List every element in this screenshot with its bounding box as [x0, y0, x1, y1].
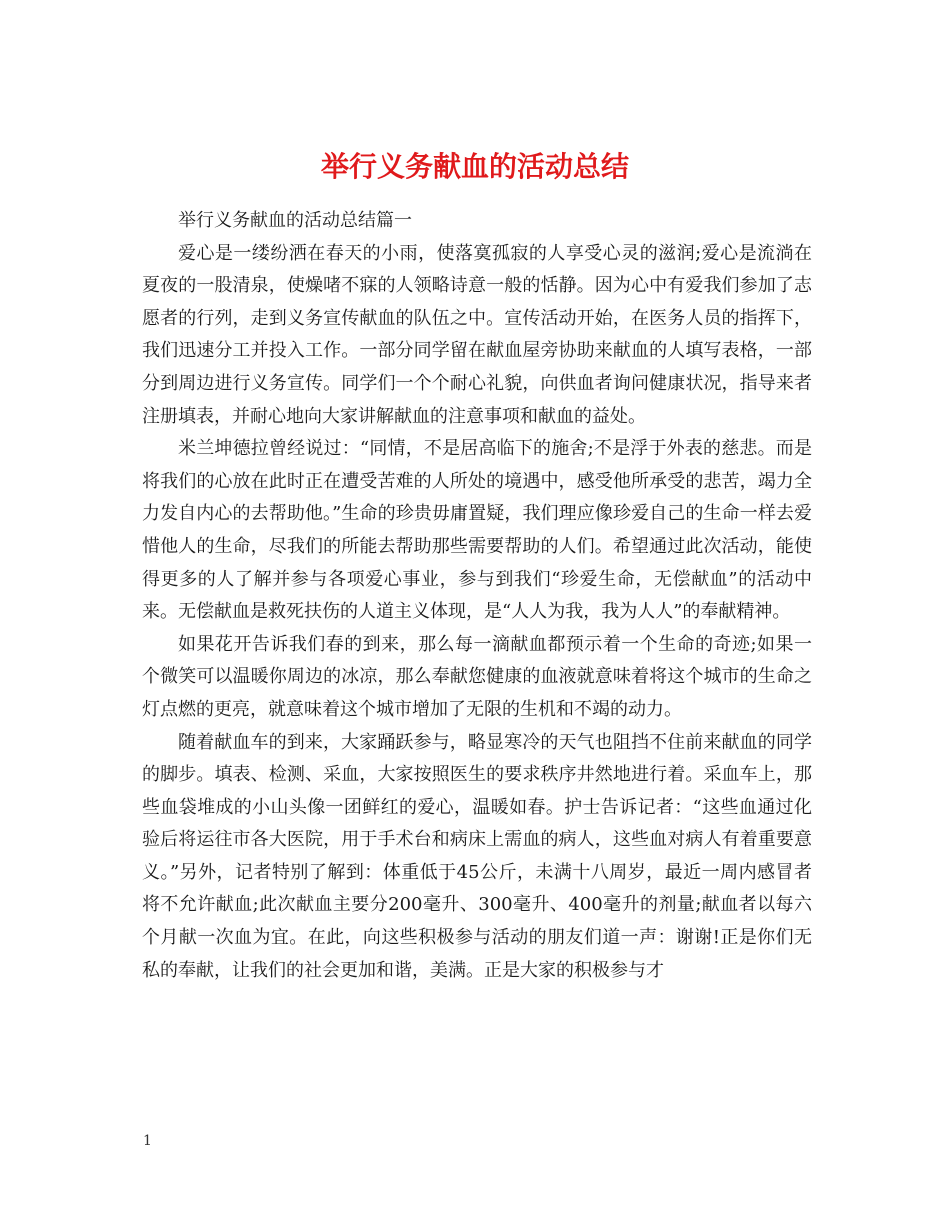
document-title: 举行义务献血的活动总结 [320, 149, 629, 183]
paragraph: 如果花开告诉我们春的到来，那么每一滴献血都预示着一个生命的奇迹;如果一个微笑可以温暖你周边的冰凉，那么奉献您健康的血液就意味着将这个城市的生命之灯点燃的更亮，就意味着这个城市增加了无限的生机和不竭的动力。 [142, 633, 812, 720]
page-number: 1 [143, 1133, 152, 1149]
paragraph: 爱心是一缕纷洒在春天的小雨，使落寞孤寂的人享受心灵的滋润;爱心是流淌在夏夜的一股清泉，使燥啫不寐的人领略诗意一般的恬静。因为心中有爱我们参加了志愿者的行列，走到义务宣传献血的队伍之中。宣传活动开始，在医务人员的指挥下，我们迅速分工并投入工作。一部分同学留在献血屋旁协助来献血的人填写表格，一部分到周边进行义务宣传。同学们一个个耐心礼貌，向供血者询问健康状况，指导来者注册填表，并耐心地向大家讲解献血的注意事项和献血的益处。 [142, 242, 812, 427]
paragraph: 米兰坤德拉曾经说过：“同情，不是居高临下的施舍;不是浮于外表的慈悲。而是将我们的心放在此时正在遭受苦难的人所处的境遇中，感受他所承受的悲苦，竭力全力发自内心的去帮助他。”生命的珍贵毋庸置疑，我们理应像珍爱自己的生命一样去爱惜他人的生命，尽我们的所能去帮助那些需要帮助的人们。希望通过此次活动，能使得更多的人了解并参与各项爱心事业，参与到我们“珍爱生命，无偿献血”的活动中来。无偿献血是救死扶伤的人道主义体现，是“人人为我，我为人人”的奉献精神。 [142, 438, 812, 623]
document-body [142, 205, 812, 987]
section-heading: 举行义务献血的活动总结篇一 [178, 210, 412, 231]
paragraph: 随着献血车的到来，大家踊跃参与，略显寒冷的天气也阻挡不住前来献血的同学的脚步。填表、检测、采血，大家按照医生的要求秩序井然地进行着。采血车上，那些血袋堆成的小山头像一团鲜红的爱心，温暖如春。护士告诉记者：“这些血通过化验后将运往市各大医院，用于手术台和病床上需血的病人，这些血对病人有着重要意义。”另外，记者特别了解到：体重低于45公斤，未满十八周岁，最近一周内感冒者将不允许献血;此次献血主要分200毫升、300毫升、400毫升的剂量;献血者以每六个月献一次血为宜。在此，向这些积极参与活动的朋友们道一声：谢谢!正是你们无私的奉献，让我们的社会更加和谐，美满。正是大家的积极参与才 [142, 731, 812, 981]
